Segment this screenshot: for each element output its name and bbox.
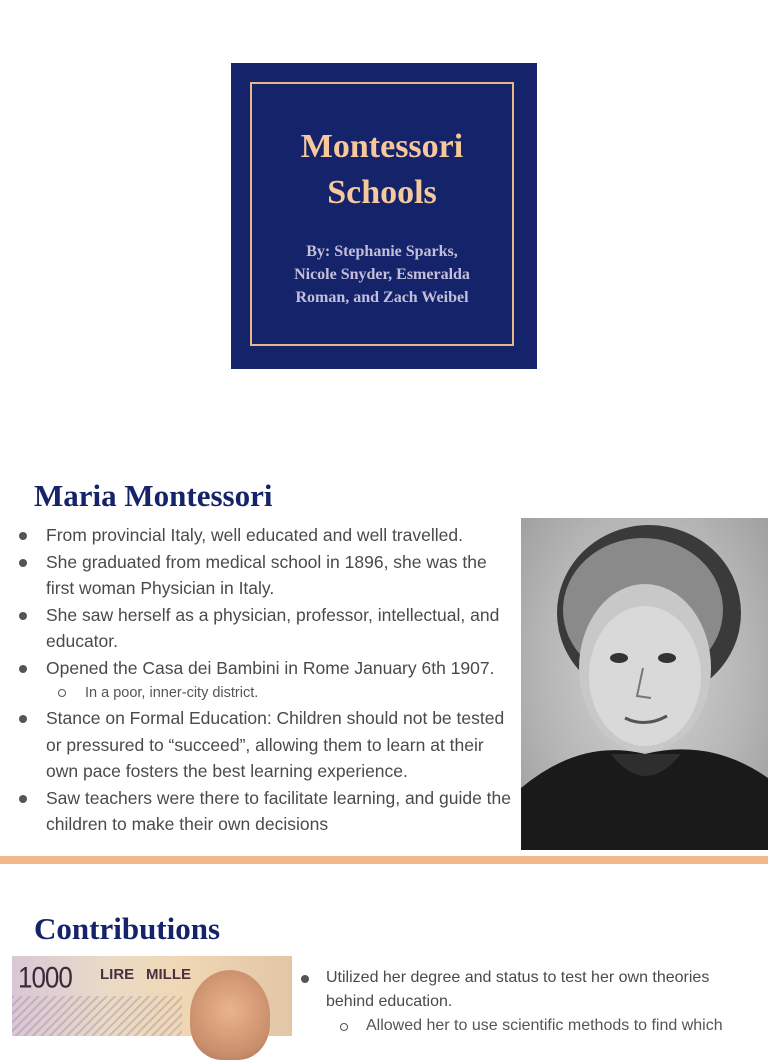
portrait-illustration [521,518,768,850]
sub-bullet-icon [340,1023,348,1031]
presentation-title: Montessori Schools [300,127,464,211]
bullet-icon [19,532,27,540]
banknote-mille: MILLE [146,966,191,983]
list-item-text: From provincial Italy, well educated and well travelled. [46,525,463,545]
list-item-text: Stance on Formal Education: Children should not be tested or pressured to “succeed”, allowing them to learn at their own pace fosters the best learning experience. [46,708,505,781]
sub-list-item-text: In a poor, inner-city district. [85,685,259,701]
list-item-text: She graduated from medical school in 1896, she was the first woman Physician in Italy. [46,551,487,598]
contributions-slide [0,864,768,1034]
sub-list-item [300,1014,760,1038]
banknote-pattern [12,996,182,1036]
presentation-authors: By: Stephanie Sparks, Nicole Snyder, Esmeralda Roman, and Zach Weibel [294,242,470,306]
bullet-icon [19,665,27,673]
maria-montessori-slide [0,432,768,858]
title-card [231,63,537,369]
slide-heading: Contributions [34,911,221,946]
banknote-number: 1000 [18,960,72,995]
list-item-text: Saw teachers were there to facilitate learning, and guide the children to make their own decisions [46,787,512,834]
bullet-icon [301,975,309,983]
list-item [18,705,518,785]
bullet-icon [19,715,27,723]
list-item [18,602,518,655]
bullet-list [18,522,518,838]
bullet-list [300,966,760,1038]
list-item-text: Opened the Casa dei Bambini in Rome January 6th 1907. [46,657,495,678]
list-item [18,655,518,682]
sub-list-item-text: Allowed her to use scientific methods to find which [366,1017,723,1034]
title-card-frame [250,82,514,346]
slide-divider [0,856,768,864]
banknote-image [12,956,292,1036]
title-slide [0,0,768,432]
list-item-text: Utilized her degree and status to test her own theories behind education. [326,969,710,1010]
slide-heading: Maria Montessori [34,478,273,513]
list-item-text: She saw herself as a physician, professor, intellectual, and educator. [46,604,500,651]
list-item [300,966,760,1014]
bullet-icon [19,559,27,567]
list-item [18,549,518,602]
bullet-icon [19,612,27,620]
portrait-photo [521,518,768,850]
banknote-portrait [190,970,270,1060]
banknote-lire: LIRE [100,966,135,983]
list-item [18,522,518,549]
list-item [18,785,518,838]
sub-bullet-icon [58,689,66,697]
bullet-icon [19,795,27,803]
sub-list-item [18,681,518,705]
